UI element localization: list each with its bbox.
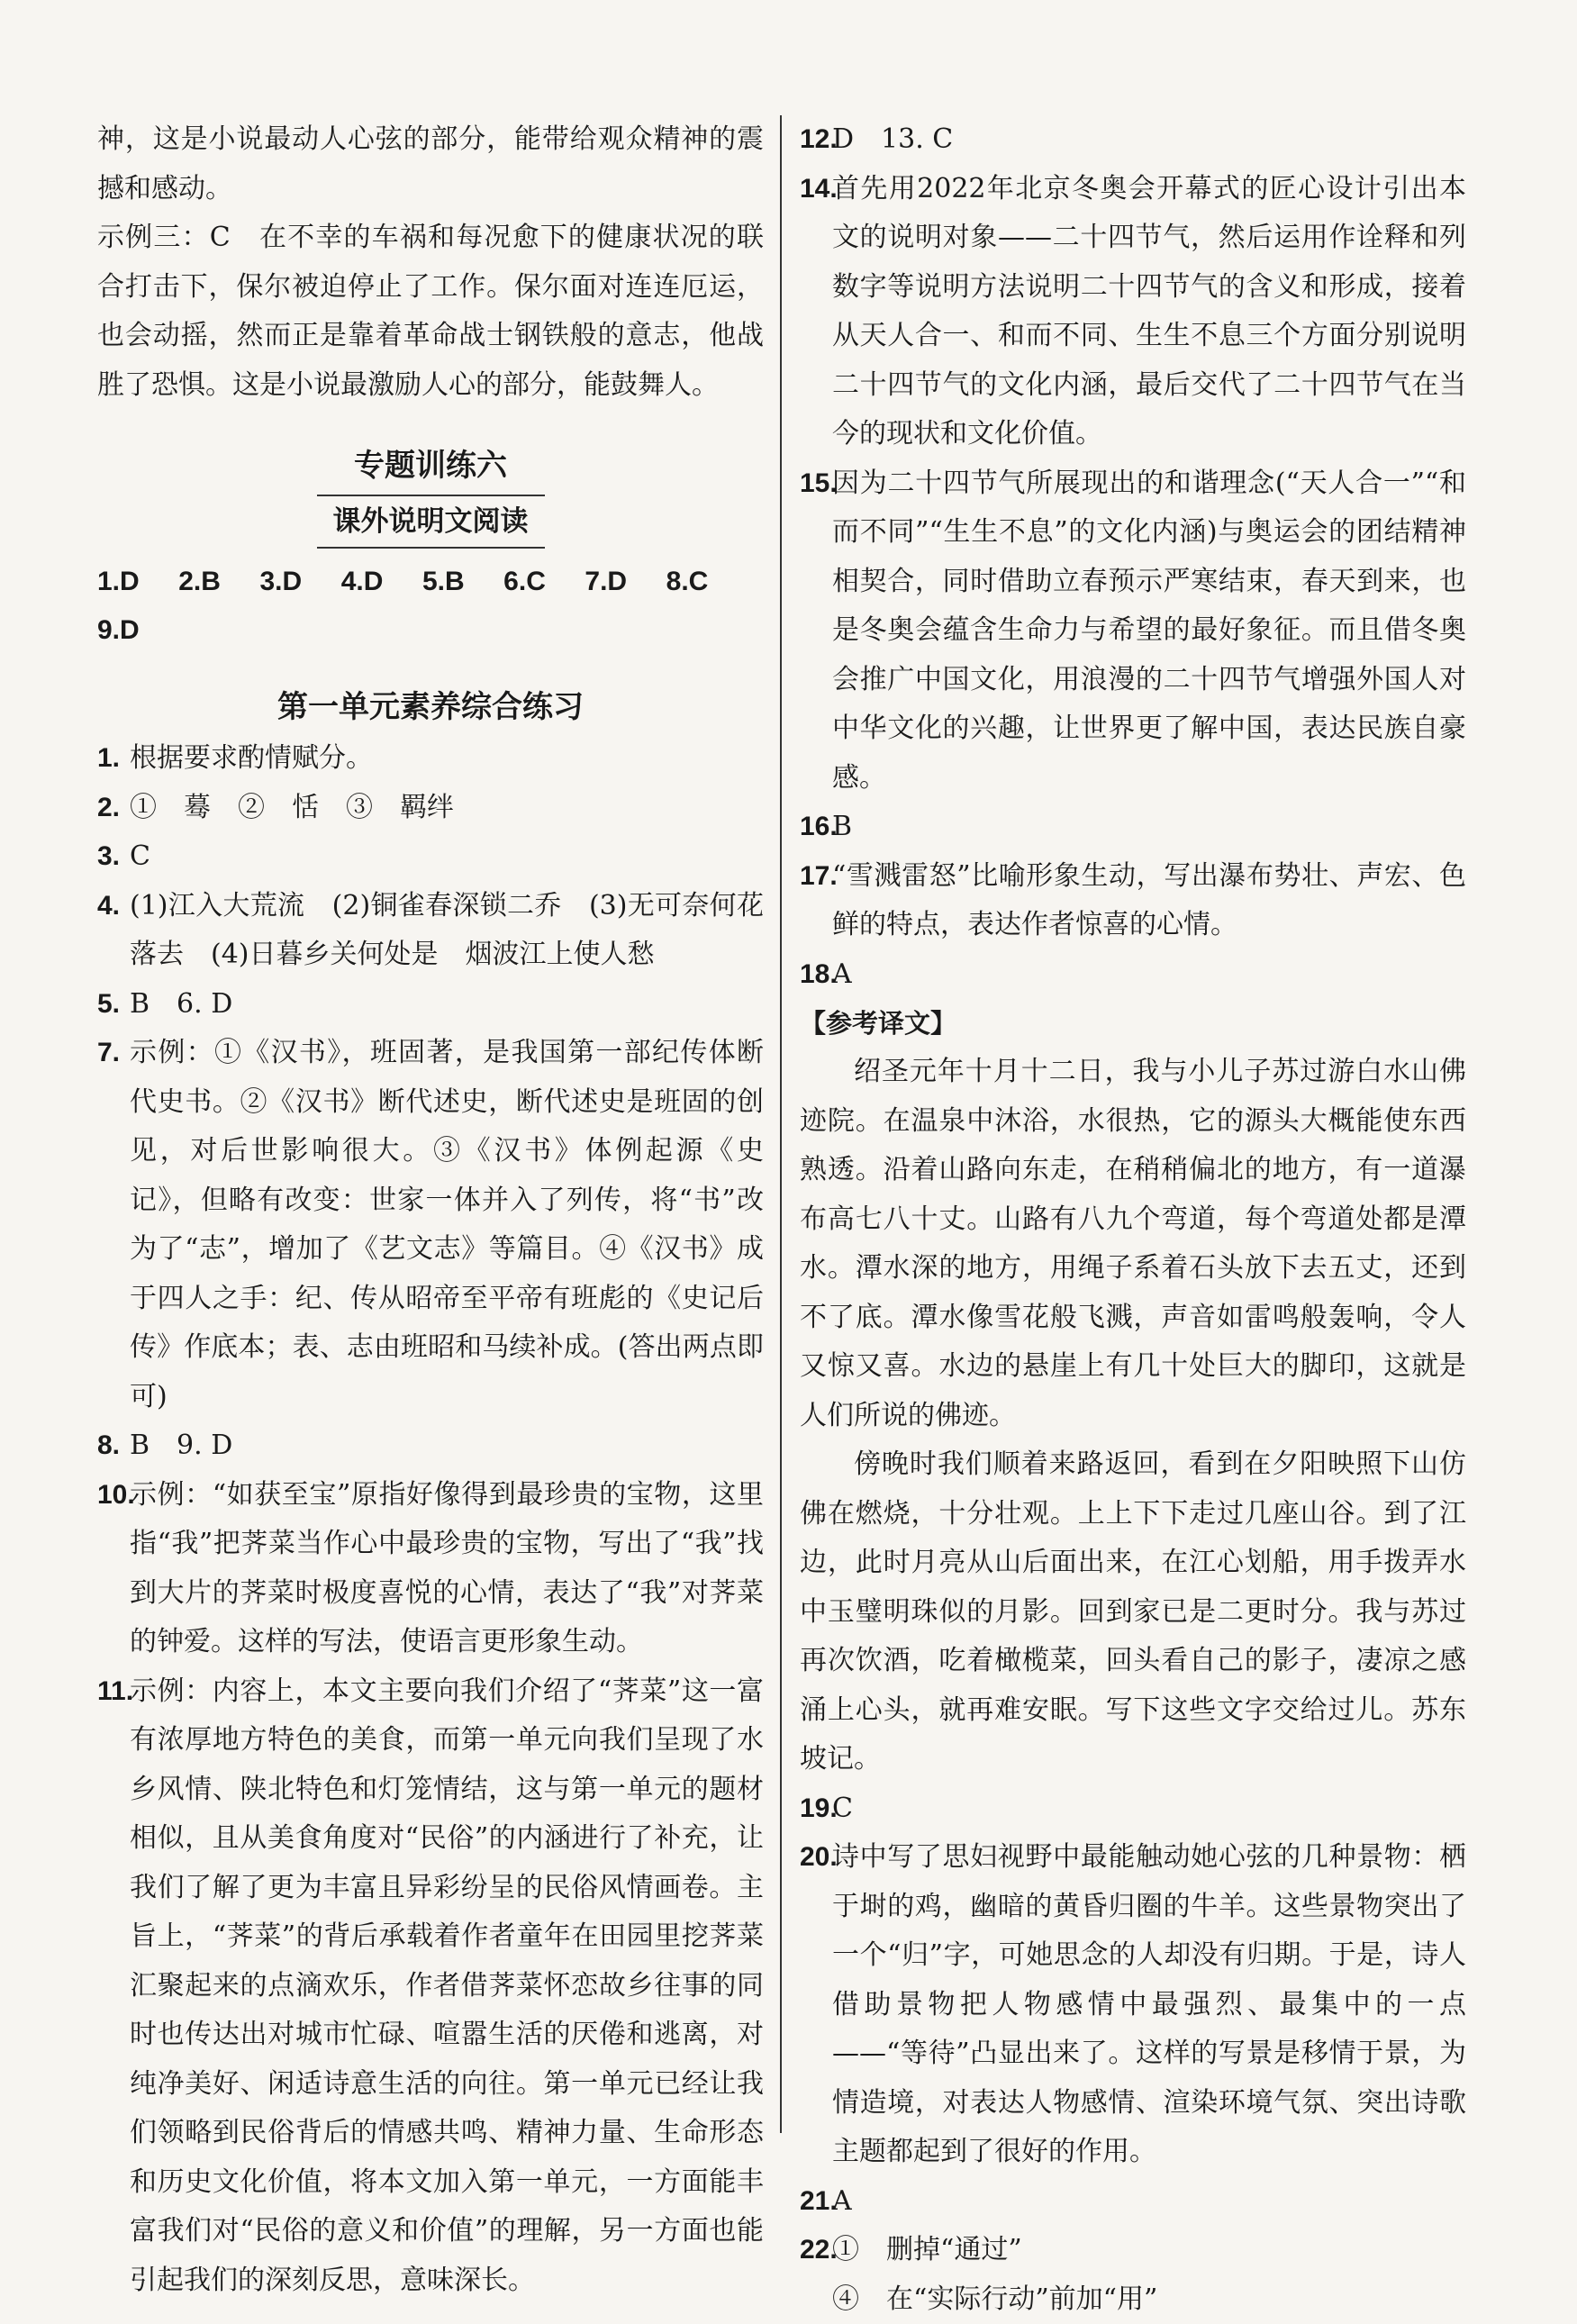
- answer-item-4: 4. (1)江入大荒流 (2)铜雀春深锁二乔 (3)无可奈何花落去 (4)日暮乡关何处是 烟波江上使人愁: [97, 882, 764, 980]
- answer-item: 9.D: [97, 615, 140, 645]
- reference-translation-title: 【参考译文】: [800, 999, 1466, 1048]
- answer-item: 7.D: [585, 567, 627, 596]
- answer-item: 1.D: [97, 567, 140, 596]
- section-title-2: 第一单元素养综合练习: [97, 680, 764, 734]
- answer-row-1: [97, 558, 764, 655]
- answer-item: 6.C: [503, 567, 546, 596]
- answer-item-15: 15. 因为二十四节气所展现出的和谐理念(“天人合一”“和而不同”“生生不息”的文化内涵)与奥运会的团结精神相契合，同时借助立春预示严寒结束，春天到来，也是冬奥会蕴含生命力与希望的最好象征。而且借冬奥会推广中国文化，用浪漫的二十四节气增强外国人对中华文化的兴趣，让世界更了解中国，表达民族自豪感。: [800, 459, 1466, 803]
- answer-item-19: 19. C: [800, 1784, 1466, 1834]
- right-column: [800, 115, 1466, 2324]
- answer-item-7: 7. 示例：①《汉书》，班固著，是我国第一部纪传体断代史书。②《汉书》断代述史，断代述史是班固的创见，对后世影响很大。③《汉书》体例起源《史记》，但略有改变：世家一体并入了列传，将“书”改为了“志”，增加了《艺文志》等篇目。④《汉书》成于四人之手：纪、传从昭帝至平帝有班彪的《史记后传》作底本；表、志由班昭和马续补成。(答出两点即可): [97, 1029, 764, 1421]
- answer-item-2: 2. ① 蓦 ② 恬 ③ 羁绊: [97, 784, 764, 833]
- answer-item: 2.B: [178, 567, 221, 596]
- left-column: [97, 115, 764, 2305]
- answer-item-3: 3. C: [97, 832, 764, 882]
- translation-paragraph-1: 绍圣元年十月十二日，我与小儿子苏过游白水山佛迹院。在温泉中沐浴，水很热，它的源头大概能使东西熟透。沿着山路向东走，在稍稍偏北的地方，有一道瀑布高七八十丈。山路有八九个弯道，每个弯道处都是潭水。潭水深的地方，用绳子系着石头放下去五丈，还到不了底。潭水像雪花般飞溅，声音如雷鸣般轰响，令人又惊又喜。水边的悬崖上有几十处巨大的脚印，这就是人们所说的佛迹。: [800, 1048, 1466, 1440]
- answer-item-20: 20. 诗中写了思妇视野中最能触动她心弦的几种景物：栖于埘的鸡，幽暗的黄昏归圈的牛羊。这些景物突出了一个“归”字，可她思念的人却没有归期。于是，诗人借助景物把人物感情中最强烈、最集中的一点——“等待”凸显出来了。这样的写景是移情于景，为情造境，对表达人物感情、渲染环境气氛、突出诗歌主题都起到了很好的作用。: [800, 1833, 1466, 2177]
- answer-item-14: 14. 首先用2022年北京冬奥会开幕式的匠心设计引出本文的说明对象——二十四节气，然后运用作诠释和列数字等说明方法说明二十四节气的含义和形成，接着从天人合一、和而不同、生生不息三个方面分别说明二十四节气的文化内涵，最后交代了二十四节气在当今的现状和文化价值。: [800, 165, 1466, 459]
- answer-item: 8.C: [666, 567, 709, 596]
- answer-item-17: 17. “雪溅雷怒”比喻形象生动，写出瀑布势壮、声宏、色鲜的特点，表达作者惊喜的心情。: [800, 852, 1466, 950]
- column-divider: [780, 115, 782, 2133]
- answer-item: 4.D: [341, 567, 384, 596]
- answer-item-18: 18. A: [800, 950, 1466, 1000]
- reference-translation: [800, 1048, 1466, 1784]
- answer-item-10: 10. 示例：“如获至宝”原指好像得到最珍贵的宝物，这里指“我”把荠菜当作心中最珍贵的宝物，写出了“我”找到大片的荠菜时极度喜悦的心情，表达了“我”对荠菜的钟爱。这样的写法，使语言更形象生动。: [97, 1471, 764, 1667]
- section-subtitle-1: 课外说明文阅读: [317, 495, 545, 549]
- answer-item-21: 21. A: [800, 2177, 1466, 2227]
- intro-paragraph-1: 神，这是小说最动人心弦的部分，能带给观众精神的震撼和感动。: [97, 115, 764, 213]
- answer-item: 3.D: [259, 567, 302, 596]
- answer-item-12: 12. D 13. C: [800, 115, 1466, 165]
- section-title-1: 专题训练六: [97, 439, 764, 493]
- intro-paragraph-2: 示例三：C 在不幸的车祸和每况愈下的健康状况的联合打击下，保尔被迫停止了工作。保尔面对连连厄运，也会动摇，然而正是靠着革命战士钢铁般的意志，他战胜了恐惧。这是小说最激励人心的部分，能鼓舞人。: [97, 213, 764, 410]
- answer-item: 5.B: [422, 567, 465, 596]
- answer-item-1: 1. 根据要求酌情赋分。: [97, 734, 764, 784]
- answer-item-22-line-2: ④ 在“实际行动”前加“用”: [800, 2275, 1466, 2324]
- answer-item-11: 11. 示例：内容上，本文主要向我们介绍了“荠菜”这一富有浓厚地方特色的美食，而第一单元向我们呈现了水乡风情、陕北特色和灯笼情结，这与第一单元的题材相似，且从美食角度对“民俗”的内涵进行了补充，让我们了解了更为丰富且异彩纷呈的民俗风情画卷。主旨上，“荠菜”的背后承载着作者童年在田园里挖荠菜汇聚起来的点滴欢乐，作者借荠菜怀恋故乡往事的同时也传达出对城市忙碌、喧嚣生活的厌倦和逃离，对纯净美好、闲适诗意生活的向往。第一单元已经让我们领略到民俗背后的情感共鸣、精神力量、生命形态和历史文化价值，将本文加入第一单元，一方面能丰富我们对“民俗的意义和价值”的理解，另一方面也能引起我们的深刻反思，意味深长。: [97, 1667, 764, 2306]
- answer-item-22: 22. ① 删掉“通过”: [800, 2226, 1466, 2275]
- answer-item-8: 8. B 9. D: [97, 1421, 764, 1471]
- answer-item-16: 16. B: [800, 803, 1466, 852]
- answer-item-5: 5. B 6. D: [97, 980, 764, 1030]
- translation-paragraph-2: 傍晚时我们顺着来路返回，看到在夕阳映照下山仿佛在燃烧，十分壮观。上上下下走过几座山谷。到了江边，此时月亮从山后面出来，在江心划船，用手拨弄水中玉璧明珠似的月影。回到家已是二更时分。我与苏过再次饮酒，吃着橄榄菜，回头看自己的影子，凄凉之感涌上心头，就再难安眠。写下这些文字交给过儿。苏东坡记。: [800, 1440, 1466, 1784]
